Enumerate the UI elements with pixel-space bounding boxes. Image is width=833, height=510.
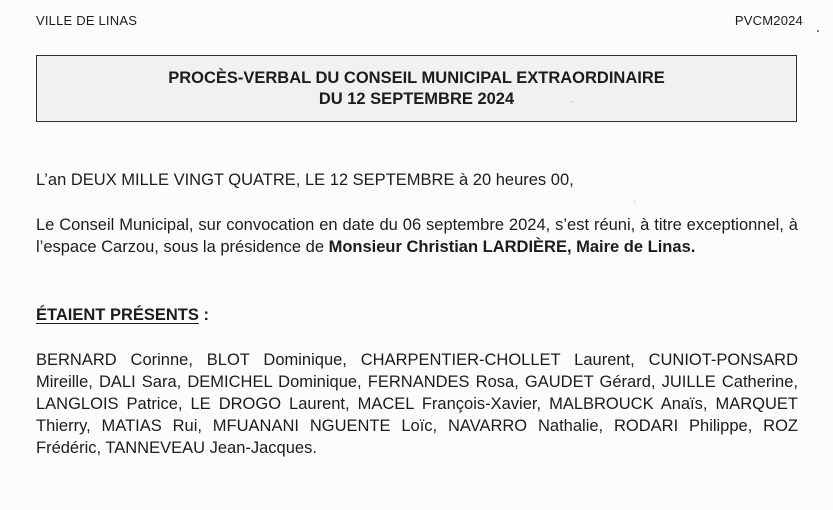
title-box: [36, 55, 797, 122]
presents-heading: [36, 304, 798, 326]
convocation-paragraph: [36, 214, 798, 258]
intro-paragraph: L’an DEUX MILLE VINGT QUATRE, LE 12 SEPTEMBRE à 20 heures 00,: [36, 171, 574, 189]
document-reference: PVCM2024: [734, 13, 803, 28]
presents-heading-label: ÉTAIENT PRÉSENTS: [36, 306, 199, 324]
scan-speck: [817, 30, 819, 32]
presents-heading-colon: :: [198, 306, 209, 324]
convocation-text: Le Conseil Municipal, sur convocation en date du 06 septembre 2024, s’est réuni, à titre exceptionnel, à l’espace Carzou, sous la présidence de: [36, 216, 798, 256]
scan-speck: [634, 201, 635, 202]
scan-speck: [571, 101, 572, 102]
municipality-name: VILLE DE LINAS: [36, 13, 138, 28]
attendees-list: BERNARD Corinne, BLOT Dominique, CHARPENTIER-CHOLLET Laurent, CUNIOT-PONSARD Mireille, DALI Sara, DEMICHEL Dominique, FERNANDES Rosa, GAUDET Gérard, JUILLE Catherine, LANGLOIS Patrice, LE DROGO Laurent, MACEL François-Xavier, MALBROUCK Anaïs, MARQUET Thierry, MATIAS Rui, MFUANANI NGUENTE Loïc, NAVARRO Nathalie, RODARI Philippe, ROZ Frédéric, TANNEVEAU Jean-Jacques.: [36, 351, 798, 457]
document-title-line-2: DU 12 SEPTEMBRE 2024: [318, 90, 515, 108]
president-name: Monsieur Christian LARDIÈRE, Maire de Linas.: [328, 238, 696, 256]
document-title-line-1: PROCÈS-VERBAL DU CONSEIL MUNICIPAL EXTRAORDINAIRE: [168, 69, 665, 87]
